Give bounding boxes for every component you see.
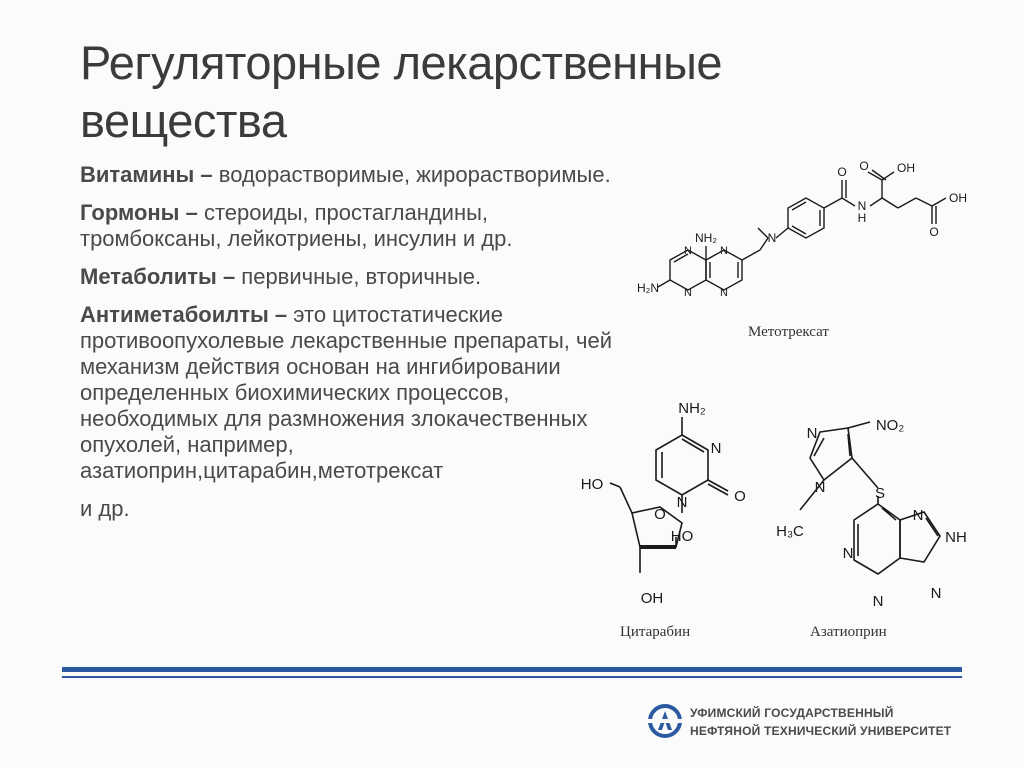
definition-metabolites: первичные, вторичные. bbox=[241, 264, 482, 289]
cytarabine-n1: N bbox=[710, 440, 722, 457]
methotrexate-nh2: NH₂ bbox=[695, 231, 717, 245]
cytarabine-nh2: NH₂ bbox=[678, 400, 706, 417]
slide-title: Регуляторные лекарственные вещества bbox=[80, 36, 722, 147]
azathioprine-s: S bbox=[874, 485, 886, 502]
methotrexate-structure bbox=[630, 150, 980, 325]
paragraph-metabolites: Метаболиты – первичные, вторичные. bbox=[80, 264, 482, 289]
methotrexate-oh1: OH bbox=[897, 161, 915, 175]
methotrexate-n2: N bbox=[684, 287, 692, 299]
paragraph-vitamins: Витамины – водорастворимые, жирорастворимые. bbox=[80, 162, 611, 187]
university-name-line2: НЕФТЯНОЙ ТЕХНИЧЕСКИЙ УНИВЕРСИТЕТ bbox=[690, 724, 952, 738]
footer-rule-thin bbox=[62, 676, 962, 678]
methotrexate-n-methyl: N bbox=[767, 231, 777, 245]
definition-hormones: стероиды, простагландины, тромбоксаны, лейкотриены, инсулин и др. bbox=[80, 200, 513, 251]
paragraph-antimetabolites: Антиметабоилты – это цитостатические противоопухолевые лекарственные препараты, чей механизм действия основан на ингибировании определенных биохимических процессов, необходимых для размножения злокачественных опухолей, например, азатиоприн,цитарабин,метотрексат bbox=[80, 302, 612, 483]
azathioprine-h3c: H₃C bbox=[776, 523, 804, 540]
cytarabine-ho-top: HO bbox=[580, 476, 604, 493]
cytarabine-caption: Цитарабин bbox=[620, 624, 691, 640]
cytarabine-ho-ring: HO bbox=[670, 528, 694, 545]
methotrexate-o1: O bbox=[837, 165, 847, 179]
methotrexate-n1: N bbox=[684, 245, 692, 257]
university-name-line1: УФИМСКИЙ ГОСУДАРСТВЕННЫЙ bbox=[690, 706, 894, 720]
azathioprine-no2: NO₂ bbox=[875, 417, 905, 434]
methotrexate-nh: H bbox=[857, 211, 867, 225]
body-text bbox=[80, 162, 625, 534]
methotrexate-n-amide: N bbox=[857, 199, 867, 213]
azathioprine-n3: N bbox=[912, 507, 924, 524]
footer-rule-thick bbox=[62, 667, 962, 672]
term-vitamins: Витамины bbox=[80, 162, 195, 187]
paragraph-tail: и др. bbox=[80, 496, 130, 521]
methotrexate-n3: N bbox=[720, 245, 728, 257]
cytarabine-o-ring: O bbox=[654, 506, 666, 523]
cytarabine-n2: N bbox=[676, 494, 688, 511]
azathioprine-n2: N bbox=[872, 593, 884, 610]
university-emblem-icon bbox=[648, 704, 682, 738]
azathioprine-n1: N bbox=[842, 545, 854, 562]
azathioprine-structure bbox=[770, 410, 980, 625]
cytarabine-structure bbox=[580, 395, 780, 620]
methotrexate-oh2: OH bbox=[949, 191, 967, 205]
term-hormones: Гормоны bbox=[80, 200, 180, 225]
azathioprine-caption: Азатиоприн bbox=[810, 624, 887, 640]
cytarabine-o-carbonyl: O bbox=[734, 488, 746, 505]
paragraph-hormones: Гормоны – стероиды, простагландины, тромбоксаны, лейкотриены, инсулин и др. bbox=[80, 200, 513, 251]
methotrexate-n4: N bbox=[720, 287, 728, 299]
term-antimetabolites: Антиметабоилты bbox=[80, 302, 269, 327]
methotrexate-h2n: H₂N bbox=[637, 281, 659, 295]
university-logo bbox=[648, 704, 978, 744]
azathioprine-nh: NH bbox=[945, 529, 967, 546]
definition-vitamins: водорастворимые, жирорастворимые. bbox=[218, 162, 611, 187]
azathioprine-n4: N bbox=[930, 585, 942, 602]
methotrexate-o2: O bbox=[859, 159, 869, 173]
methotrexate-caption: Метотрексат bbox=[748, 324, 829, 340]
azathioprine-n-methyl: N bbox=[814, 479, 826, 496]
definition-antimetabolites: это цитостатические противоопухолевые лекарственные препараты, чей механизм действия основан на ингибировании определенных биохимических процессов, необходимых для размножения злокачественных опухолей, например, азатиоприн,цитарабин,метотрексат bbox=[80, 302, 612, 483]
azathioprine-n-top: N bbox=[806, 425, 818, 442]
cytarabine-oh-bottom: OH bbox=[640, 590, 664, 607]
term-metabolites: Метаболиты bbox=[80, 264, 217, 289]
methotrexate-o3: O bbox=[929, 225, 939, 239]
